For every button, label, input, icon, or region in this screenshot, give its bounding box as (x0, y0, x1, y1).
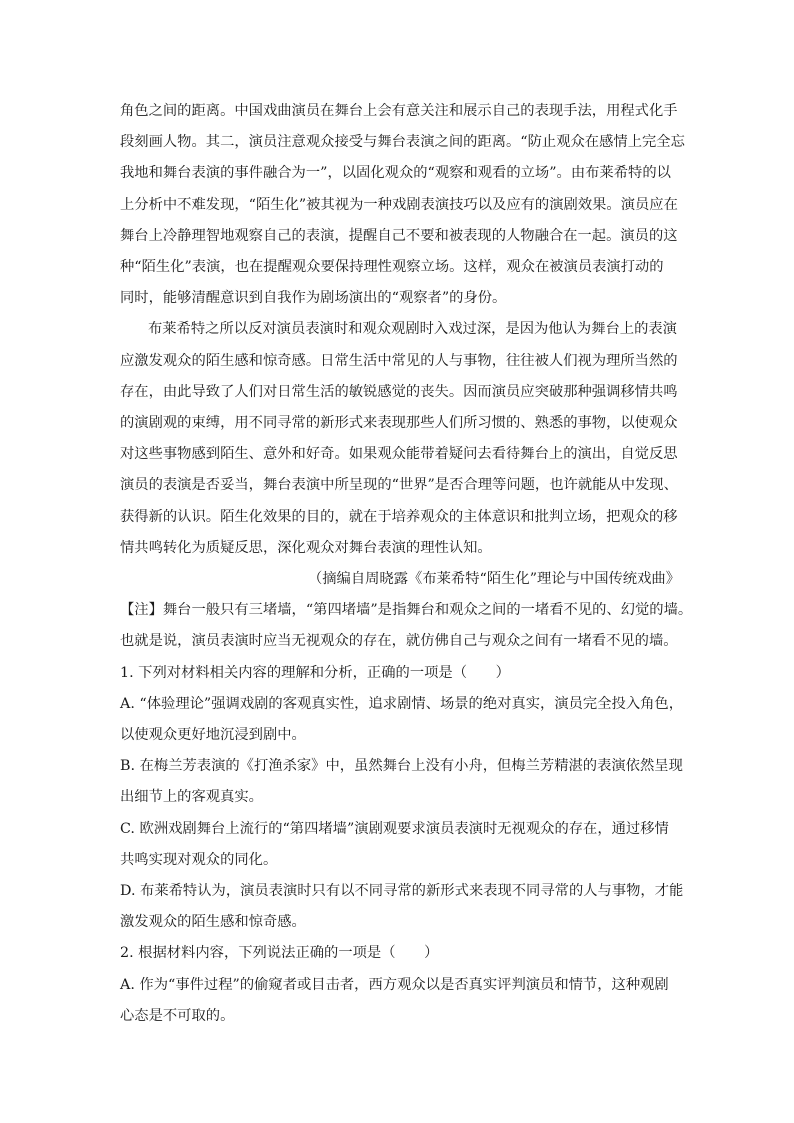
question-1 (120, 658, 684, 939)
source-citation: （摘编自周晓露《布莱希特“陌生化”理论与中国传统戏曲》 (307, 571, 680, 588)
text-line: 存在，由此导致了人们对日常生活的敏锐感觉的丧失。因而演员应突破那种强调移情共鸣 (120, 383, 678, 400)
text-line: 演员的表演是否妥当，舞台表演中所呈现的“世界”是否合理等问题，也许就能从中发现、 (120, 477, 678, 494)
option-d-line: D. 布莱希特认为，演员表演时只有以不同寻常的新形式来表现不同寻常的人与事物，才能 (120, 883, 684, 900)
option-a-line: A. 作为“事件过程”的偷窥者或目击者，西方观众以是否真实评判演员和情节，这种观剧 (120, 976, 669, 993)
note (120, 595, 693, 657)
note-line: 也就是说，演员表演时应当无视观众的存在，就仿佛自己与观众之间有一堵看不见的墙。 (120, 633, 678, 650)
text-line: 获得新的认识。陌生化效果的目的，就在于培养观众的主体意识和批判立场，把观众的移 (120, 508, 678, 525)
note-line: 【注】舞台一般只有三堵墙，“第四堵墙”是指舞台和观众之间的一堵看不见的、幻觉的墙。 (120, 602, 693, 619)
text-line: 对这些事物感到陌生、意外和好奇。如果观众能带着疑问去看待舞台上的演出，自觉反思 (120, 446, 678, 463)
question-stem: 1. 下列对材料相关内容的理解和分析，正确的一项是（ ） (120, 664, 510, 681)
option-a-line: A. “体验理论”强调戏剧的客观真实性，追求剧情、场景的绝对真实，演员完全投入角色， (120, 695, 684, 712)
paragraph-2 (120, 314, 680, 564)
text-line: 上分析中不难发现，“陌生化”被其视为一种戏剧表演技巧以及应有的演剧效果。演员应在 (120, 196, 678, 213)
text-line: 种“陌生化”表演，也在提醒观众要保持理性观察立场。这样，观众在被演员表演打动的 (120, 259, 664, 276)
text-line: 应激发观众的陌生感和惊奇感。日常生活中常见的人与事物，往往被人们视为理所当然的 (120, 352, 678, 369)
question-2 (120, 938, 680, 1032)
document-page (120, 96, 693, 1032)
text-line: 同时，能够清醒意识到自我作为剧场演出的“观察者”的身份。 (120, 290, 507, 307)
option-a-line: 以使观众更好地沉浸到剧中。 (120, 727, 306, 744)
option-b-line: 出细节上的客观真实。 (120, 789, 263, 806)
question-stem: 2. 根据材料内容，下列说法正确的一项是（ ） (120, 945, 439, 962)
text-line: 情共鸣转化为质疑反思，深化观众对舞台表演的理性认知。 (120, 539, 492, 556)
option-d-line: 激发观众的陌生感和惊奇感。 (120, 914, 306, 931)
text-line: 布莱希特之所以反对演员表演时和观众观剧时入戏过深，是因为他认为舞台上的表演 (148, 321, 677, 338)
text-line: 我地和舞台表演的事件融合为一”，以固化观众的“观察和观看的立场”。由布莱希特的以 (120, 165, 671, 182)
option-a-line: 心态是不可取的。 (120, 1007, 235, 1024)
text-line: 舞台上冷静理智地观察自己的表演，提醒自己不要和被表现的人物融合在一起。演员的这 (120, 227, 678, 244)
paragraph-1 (120, 96, 685, 314)
option-b-line: B. 在梅兰芳表演的《打渔杀家》中，虽然舞台上没有小舟，但梅兰芳精湛的表演依然呈现 (120, 758, 683, 775)
text-line: 的演剧观的束缚，用不同寻常的新形式来表现那些人们所习惯的、熟悉的事物，以使观众 (120, 415, 678, 432)
option-c-line: C. 欧洲戏剧舞台上流行的“第四堵墙”演剧观要求演员表演时无视观众的存在，通过移情 (120, 820, 669, 837)
option-c-line: 共鸣实现对观众的同化。 (120, 851, 278, 868)
text-line: 段刻画人物。其二，演员注意观众接受与舞台表演之间的距离。“防止观众在感情上完全忘 (120, 134, 685, 151)
text-line: 角色之间的距离。中国戏曲演员在舞台上会有意关注和展示自己的表现手法，用程式化手 (120, 103, 678, 119)
